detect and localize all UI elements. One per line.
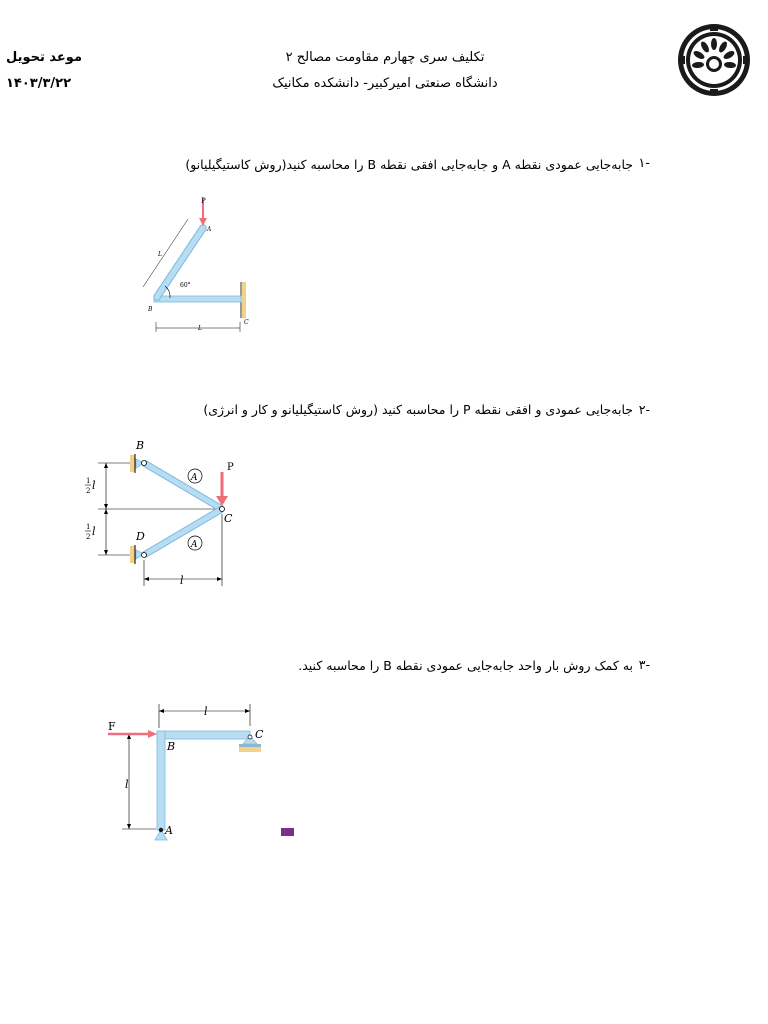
member-ab [157,731,165,830]
figure-2 [78,436,248,592]
member-bc [154,296,241,302]
question-3-text: به کمک روش بار واحد جابه‌جایی عمودی نقطه B را محاسبه کنید. [298,658,633,673]
label-length-inclined: L [158,251,162,258]
joint-c [220,507,225,512]
label-c: C [244,319,249,326]
label-a: A [207,226,212,233]
fraction-bottom-var: l [92,525,96,538]
member-bc [157,731,250,739]
label-c: C [255,728,264,741]
dimension-inclined [143,219,188,287]
fraction-top-numer: 1 [86,477,91,485]
figure-3 [100,698,300,844]
label-b: B [167,740,176,753]
fraction-bottom-denom: 2 [86,533,91,541]
label-area-bottom: A [191,540,198,550]
due-date: ۱۴۰۳/۳/۲۲ [6,76,72,91]
label-angle: 60° [180,282,191,289]
label-p: P [227,462,234,473]
label-b: B [148,306,153,313]
pin-support-b [130,455,135,472]
label-horizontal-length: l [180,574,184,587]
course-title: تکلیف سری چهارم مقاومت مصالح ۲ [285,50,485,65]
fraction-top-denom: 2 [86,487,91,495]
textbook-marker [281,828,294,836]
question-2-text: جابه‌جایی عمودی و افقی نقطه P را محاسبه کنید (روش کاستیگیلیانو و کار و انرژی) [203,402,633,417]
question-3-number: ۳- [638,657,650,672]
fraction-top-var: l [92,479,96,492]
question-1-text: جابه‌جایی عمودی نقطه A و جابه‌جایی افقی نقطه B را محاسبه کنید(روش کاستیگیلیانو) [185,157,633,172]
label-length-vertical: l [125,778,129,791]
due-label: موعد تحویل [6,50,83,65]
figure-1 [140,192,260,340]
university-logo [676,22,752,98]
label-d: D [136,530,145,543]
fixed-support-c [242,282,246,318]
university-name: دانشگاه صنعتی امیرکبیر- دانشکده مکانیک [272,76,498,91]
label-c: C [224,512,233,525]
question-2-number: ۲- [638,402,650,417]
label-length-horizontal: L [198,325,202,332]
label-length-top: l [204,705,208,718]
label-f: F [108,720,116,733]
label-area-top: A [191,473,198,483]
label-b: B [136,439,145,452]
label-p: P [201,197,206,205]
fraction-bottom-numer: 1 [86,523,91,531]
question-1-number: ۱- [638,156,650,171]
pin-support-d [130,546,135,563]
label-a: A [165,824,173,837]
